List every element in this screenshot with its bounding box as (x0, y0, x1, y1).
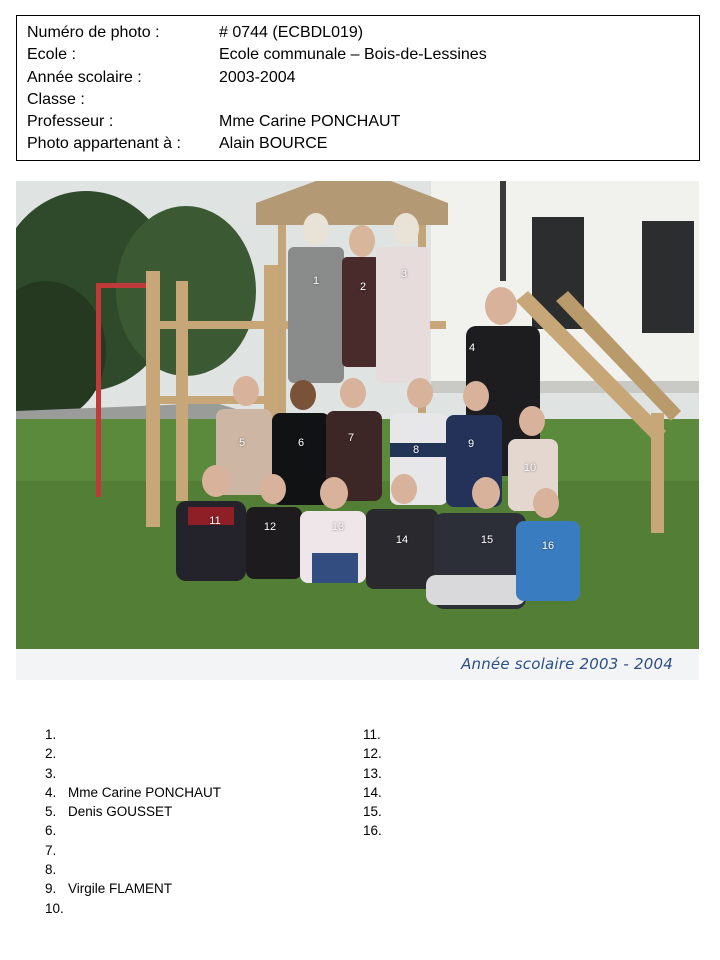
list-number: 8. (45, 862, 57, 878)
list-item (45, 899, 345, 918)
list-item (45, 860, 345, 879)
photo-marker-13: 13 (331, 521, 345, 533)
list-item (45, 783, 345, 802)
class-photo-illustration (16, 181, 699, 680)
info-label: Ecole : (27, 46, 76, 64)
list-name (68, 841, 345, 860)
info-label: Numéro de photo : (27, 24, 160, 41)
photo-info-table (16, 15, 700, 161)
info-label: Photo appartenant à : (27, 135, 181, 153)
list-name: Mme Carine PONCHAUT (68, 784, 222, 800)
list-item (45, 725, 345, 744)
list-item (45, 821, 345, 840)
list-number: 1. (45, 727, 57, 742)
list-number: 7. (45, 842, 57, 858)
info-row-class (27, 89, 689, 111)
list-name (68, 725, 345, 744)
photo-marker-2: 2 (359, 281, 367, 293)
photo-marker-7: 7 (347, 432, 355, 444)
list-name (386, 802, 663, 821)
info-value: Ecole communale – Bois-de-Lessines (219, 46, 487, 64)
list-name (386, 764, 663, 783)
list-item (363, 725, 663, 744)
list-item (45, 802, 345, 821)
info-row-teacher (27, 111, 689, 133)
list-number: 4. (45, 784, 57, 800)
list-number: 9. (45, 881, 57, 897)
photo-marker-6: 6 (297, 437, 305, 449)
list-name (68, 764, 345, 783)
info-value: 2003-2004 (219, 68, 296, 86)
photo-marker-9: 9 (467, 438, 475, 450)
list-name (386, 725, 663, 744)
photo-marker-1: 1 (312, 275, 320, 287)
list-item (45, 879, 345, 898)
list-number: 5. (45, 804, 57, 820)
list-name (68, 860, 345, 879)
info-label: Année scolaire : (27, 68, 142, 86)
photo-marker-16: 16 (541, 540, 555, 552)
info-value: # 0744 (ECBDL019) (219, 24, 364, 41)
list-number: 14. (363, 784, 382, 800)
info-row-photo-number (27, 22, 689, 44)
info-row-school-year (27, 67, 689, 89)
list-number: 6. (45, 823, 57, 839)
list-number: 11. (363, 727, 381, 742)
photo-caption: Année scolaire 2003 - 2004 (461, 655, 673, 673)
info-value: Mme Carine PONCHAUT (219, 113, 401, 131)
list-item (363, 744, 663, 763)
list-number: 16. (363, 823, 382, 839)
list-number: 10. (45, 900, 64, 916)
photo-marker-14: 14 (395, 534, 409, 546)
list-name (386, 744, 663, 763)
list-name: Virgile FLAMENT (68, 881, 173, 897)
info-row-owner (27, 133, 689, 155)
info-value (219, 89, 689, 111)
photo-marker-5: 5 (238, 437, 246, 449)
name-list-right (363, 725, 663, 841)
list-number: 2. (45, 746, 57, 762)
list-item (45, 764, 345, 783)
list-number: 12. (363, 746, 382, 762)
list-name (68, 899, 345, 918)
list-number: 13. (363, 765, 382, 781)
list-item (45, 841, 345, 860)
list-item (363, 821, 663, 840)
photo-marker-11: 11 (209, 515, 221, 527)
photo-marker-3: 3 (400, 268, 408, 280)
list-number: 3. (45, 765, 57, 781)
photo-marker-8: 8 (412, 444, 420, 456)
list-name (68, 744, 345, 763)
class-photo (16, 181, 699, 680)
list-name (386, 783, 663, 802)
list-name (386, 821, 663, 840)
name-list-left (45, 725, 345, 918)
photo-marker-10: 10 (523, 462, 537, 474)
photo-marker-15: 15 (480, 534, 494, 546)
list-number: 15. (363, 804, 382, 820)
info-value: Alain BOURCE (219, 135, 328, 153)
photo-marker-4: 4 (468, 342, 476, 354)
list-name (68, 821, 345, 840)
info-label: Professeur : (27, 113, 114, 131)
list-item (45, 744, 345, 763)
list-item (363, 783, 663, 802)
list-name: Denis GOUSSET (68, 804, 173, 820)
photo-marker-12: 12 (263, 521, 277, 533)
info-label: Classe : (27, 90, 85, 108)
list-item (363, 764, 663, 783)
list-item (363, 802, 663, 821)
info-row-school (27, 44, 689, 66)
